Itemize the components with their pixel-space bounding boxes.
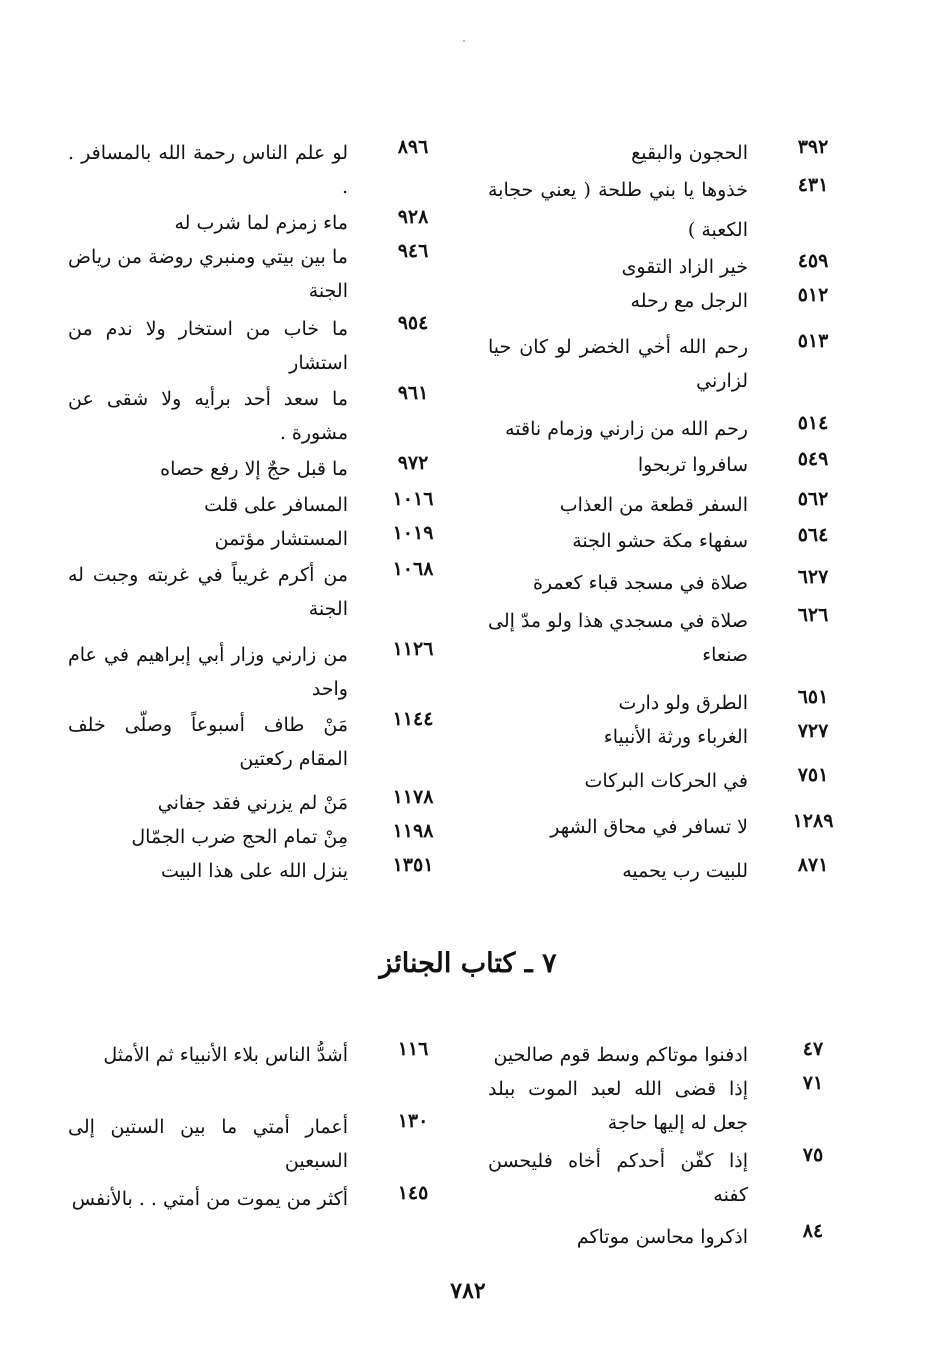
entry-number: ٥٦٤ xyxy=(797,524,829,546)
entry-text: الطرق ولو دارت xyxy=(618,692,748,714)
entry-text: صلاة في مسجدي هذا ولو مدّ إلى صنعاء xyxy=(488,610,748,666)
entry-number: ٥٤٩ xyxy=(797,448,829,470)
entry-number: ١٣٥١ xyxy=(392,854,434,876)
entry-number: ٩٤٦ xyxy=(397,240,429,262)
entry-number: ٤٥٩ xyxy=(797,250,829,272)
entry-number: ٤٧ xyxy=(802,1038,824,1060)
entry-number: ٥١٣ xyxy=(797,330,829,352)
entry-text: من أكرم غريباً في غربته وجبت له الجنة xyxy=(68,564,348,620)
entry-number: ٦٢٧ xyxy=(797,566,829,588)
entry-number: ٨٤ xyxy=(802,1220,824,1242)
entry-text: ادفنوا موتاكم وسط قوم صالحين xyxy=(493,1044,748,1066)
entry-number: ٦٥١ xyxy=(797,686,829,708)
entry-text: رحم الله من زارني وزمام ناقته xyxy=(505,418,748,440)
entry-text: سفهاء مكة حشو الجنة xyxy=(572,530,748,552)
section-heading: ٧ ـ كتاب الجنائز xyxy=(379,948,557,979)
entry-text: أكثر من يموت من أمتي . . بالأنفس xyxy=(71,1188,348,1210)
entry-text: خذوها يا بني طلحة ( يعني حجابة الكعبة ) xyxy=(488,179,748,241)
entry-text: رحم الله أخي الخضر لو كان حيا لزارني xyxy=(488,336,748,392)
entry-number: ٥١٤ xyxy=(797,412,829,434)
entry-number: ١٠٦٨ xyxy=(392,558,434,580)
entry-number: ٨٩٦ xyxy=(397,136,429,158)
entry-number: ٣٩٢ xyxy=(797,136,829,158)
entry-number: ٨٧١ xyxy=(797,854,829,876)
entry-text: مَنْ طاف أسبوعاً وصلّى خلف المقام ركعتين xyxy=(68,714,348,770)
entry-number: ٤٣١ xyxy=(797,174,829,196)
entry-number: ٥١٢ xyxy=(797,284,829,306)
entry-number: ١٤٥ xyxy=(397,1182,429,1204)
entry-text: لا تسافر في محاق الشهر xyxy=(550,816,748,838)
entry-number: ١١٦ xyxy=(397,1038,429,1060)
entry-number: ٧٥١ xyxy=(797,764,829,786)
entry-text: أعمار أمتي ما بين الستين إلى السبعين xyxy=(68,1116,348,1172)
entry-number: ٩٥٤ xyxy=(397,312,429,334)
entry-text: ماء زمزم لما شرب له xyxy=(174,212,348,234)
entry-text: خير الزاد التقوى xyxy=(621,256,748,278)
entry-number: ١٠١٩ xyxy=(392,522,434,544)
entry-text: سافروا تربحوا xyxy=(637,454,748,476)
index-column-left-2 xyxy=(68,1038,448,1258)
entry-number: ٦٢٦ xyxy=(797,604,829,626)
entry-text: الرجل مع رحله xyxy=(630,290,748,312)
entry-text: المسافر على قلت xyxy=(204,494,348,516)
entry-text: ما قبل حجٌ إلا رفع حصاه xyxy=(160,458,348,480)
entry-number: ٧٥ xyxy=(802,1144,824,1166)
entry-text: في الحركات البركات xyxy=(584,770,748,792)
entry-number: ٩٢٨ xyxy=(397,206,429,228)
entry-text: إذا كفّن أحدكم أخاه فليحسن كفنه xyxy=(488,1150,748,1206)
entry-number: ١١٩٨ xyxy=(392,820,434,842)
entry-text: من زارني وزار أبي إبراهيم في عام واحد xyxy=(68,644,348,700)
entry-text: المستشار مؤتمن xyxy=(214,528,348,550)
entry-number: ٧١ xyxy=(802,1072,824,1094)
entry-text: إذا قضى الله لعبد الموت ببلد جعل له إليها حاجة xyxy=(488,1078,748,1134)
entry-number: ١٣٠ xyxy=(397,1110,429,1132)
index-column-right-1 xyxy=(488,136,848,896)
entry-text: الغرباء ورثة الأنبياء xyxy=(603,726,748,748)
entry-text: لو علم الناس رحمة الله بالمسافر . . xyxy=(68,142,348,198)
entry-text: مِنْ تمام الحج ضرب الجمّال xyxy=(131,826,348,848)
entry-text: للبيت رب يحميه xyxy=(622,860,748,882)
index-column-right-2 xyxy=(488,1038,848,1258)
entry-text: ينزل الله على هذا البيت xyxy=(161,860,348,882)
entry-number: ١٢٨٩ xyxy=(792,810,834,832)
entry-text: ما خاب من استخار ولا ندم من استشار xyxy=(68,318,348,374)
entry-number: ٧٢٧ xyxy=(797,720,829,742)
entry-number: ١١٧٨ xyxy=(392,786,434,808)
entry-number: ١١٢٦ xyxy=(392,638,434,660)
entry-number: ٥٦٢ xyxy=(797,488,829,510)
entry-text: أشدُّ الناس بلاء الأنبياء ثم الأمثل xyxy=(103,1044,348,1066)
entry-number: ١٠١٦ xyxy=(392,488,434,510)
entry-text: اذكروا محاسن موتاكم xyxy=(576,1226,748,1248)
entry-text: مَنْ لم يزرني فقد جفاني xyxy=(157,792,348,814)
entry-text: ما بين بيتي ومنبري روضة من رياض الجنة xyxy=(68,246,348,302)
entry-number: ٩٧٢ xyxy=(397,452,429,474)
page-number: ٧٨٢ xyxy=(450,1278,486,1304)
index-column-left-1 xyxy=(68,136,448,896)
entry-text: صلاة في مسجد قباء كعمرة xyxy=(532,572,748,594)
entry-number: ١١٤٤ xyxy=(392,708,434,730)
entry-text: الحجون والبقيع xyxy=(631,142,748,164)
entry-text: ما سعد أحد برأيه ولا شقى عن مشورة . xyxy=(68,388,348,444)
entry-text: السفر قطعة من العذاب xyxy=(559,494,748,516)
scan-speck xyxy=(463,40,465,42)
entry-number: ٩٦١ xyxy=(397,382,429,404)
